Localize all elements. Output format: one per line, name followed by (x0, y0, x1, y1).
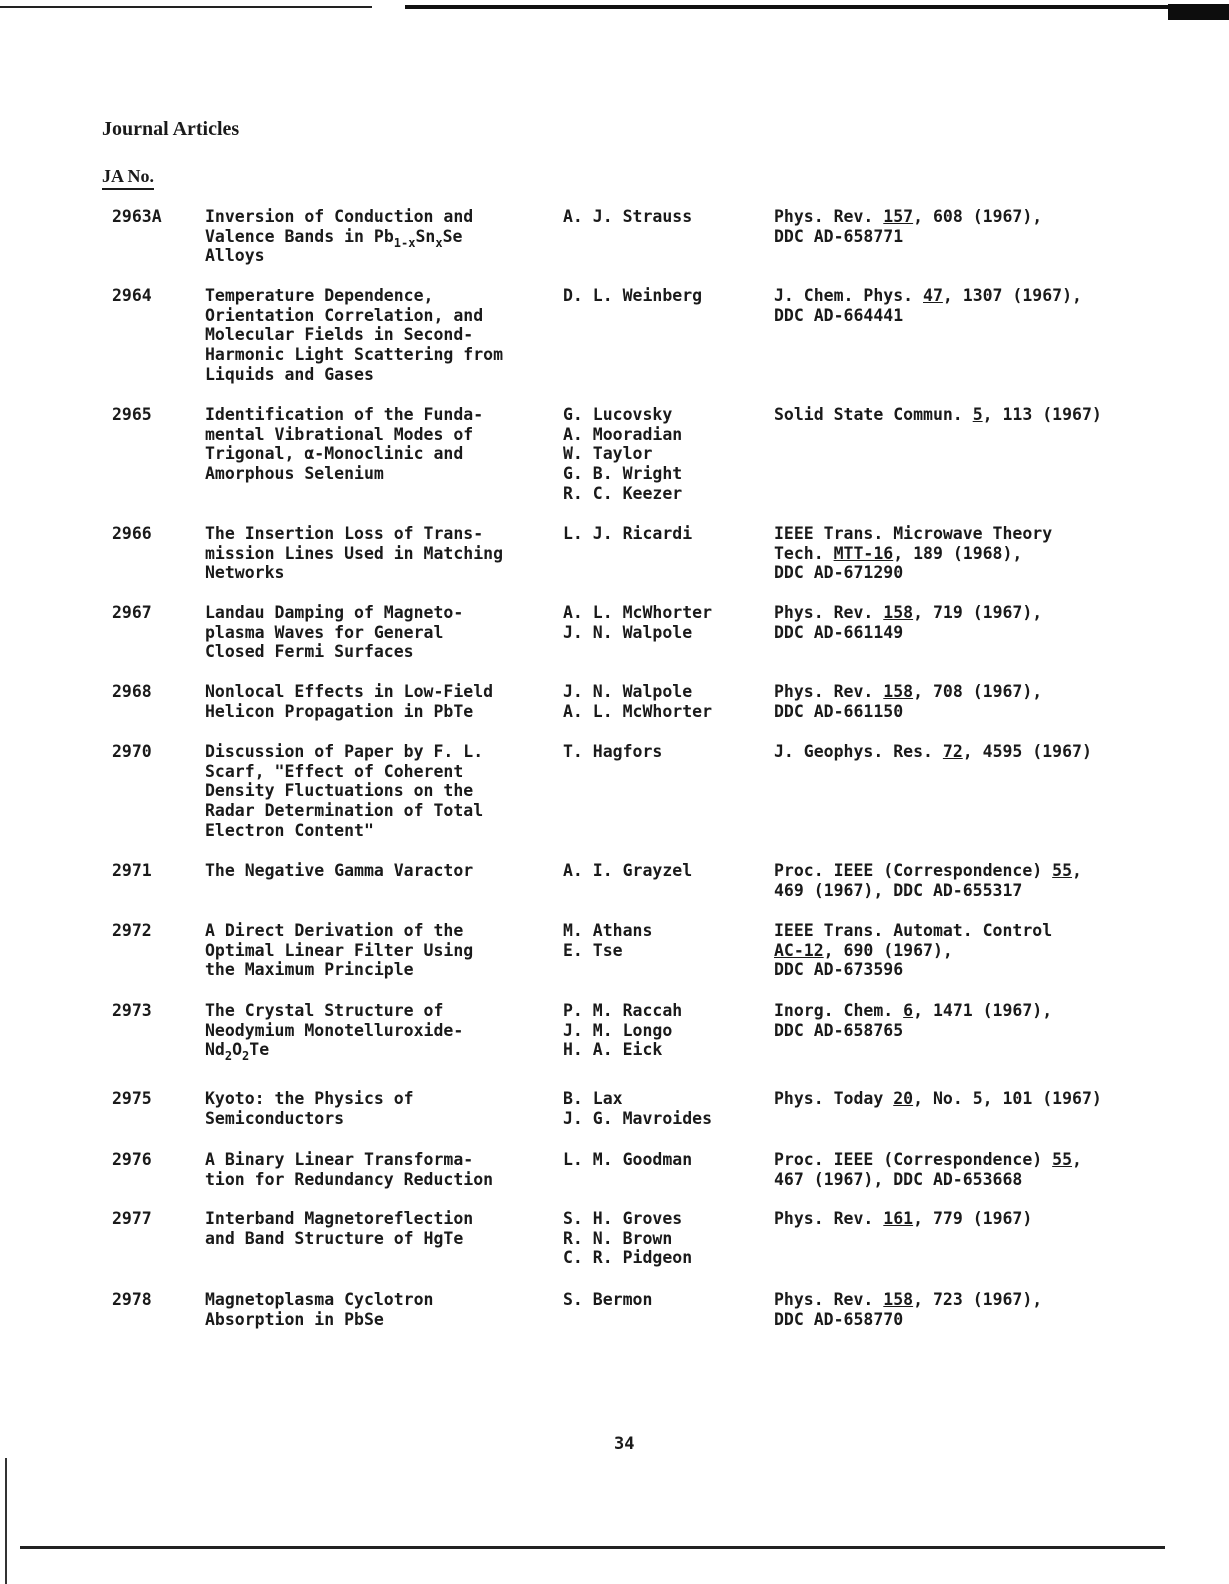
article-authors (563, 524, 692, 544)
reference-line: DDC AD-658771 (774, 226, 904, 246)
article-title (205, 405, 483, 484)
reference-line: Phys. Rev. 158, 719 (1967), (774, 603, 1043, 622)
article-title-line: Helicon Propagation in PbTe (205, 701, 474, 721)
reference-line: J. Geophys. Res. 72, 4595 (1967) (774, 742, 1092, 761)
ja-number: 2972 (112, 921, 152, 940)
volume-number: 6 (903, 1001, 914, 1020)
volume-number: 158 (883, 603, 914, 622)
section-title: Journal Articles (102, 118, 240, 140)
reference-line: 467 (1967), DDC AD-653668 (774, 1169, 1023, 1189)
journal-reference (774, 1290, 1042, 1329)
reference-line: Proc. IEEE (Correspondence) 55, (774, 861, 1082, 880)
reference-line: Phys. Rev. 158, 723 (1967), (774, 1290, 1043, 1309)
author-name: S. H. Groves (563, 1209, 683, 1228)
article-title-line: Closed Fermi Surfaces (205, 642, 414, 662)
ja-number: 2971 (112, 861, 152, 880)
article-title (205, 682, 493, 721)
article-title-line: Harmonic Light Scattering from (205, 345, 504, 365)
reference-line: DDC AD-661150 (774, 701, 904, 721)
journal-reference (774, 1209, 1032, 1229)
article-title-line: Orientation Correlation, and (205, 305, 484, 325)
article-title (205, 1290, 433, 1329)
article-authors (563, 921, 652, 960)
volume-number: 72 (942, 742, 963, 761)
author-name: T. Hagfors (563, 742, 663, 761)
author-name: L. J. Ricardi (563, 524, 693, 543)
ja-number: 2967 (112, 603, 152, 622)
reference-line: AC-12, 690 (1967), (774, 940, 953, 960)
author-name: R. N. Brown (563, 1228, 673, 1248)
ja-number: 2977 (112, 1209, 152, 1228)
article-title-line: Nonlocal Effects in Low-Field (205, 682, 494, 701)
ja-number: 2965 (112, 405, 152, 424)
reference-line: DDC AD-658770 (774, 1309, 904, 1329)
scan-border-top-right (405, 5, 1175, 9)
article-title (205, 861, 473, 881)
reference-line: Proc. IEEE (Correspondence) 55, (774, 1150, 1082, 1169)
journal-reference (774, 405, 1102, 425)
article-title-line: Discussion of Paper by F. L. (205, 742, 484, 761)
article-authors (563, 1290, 652, 1310)
article-title (205, 1001, 464, 1064)
article-title-line: The Insertion Loss of Trans- (205, 524, 484, 543)
ja-number: 2978 (112, 1290, 152, 1309)
ja-number: 2973 (112, 1001, 152, 1020)
article-title (205, 603, 463, 662)
volume-number: 55 (1052, 861, 1073, 880)
article-title (205, 207, 473, 266)
author-name: B. Lax (563, 1089, 623, 1108)
volume-number: AC-12 (774, 940, 824, 960)
article-title-line: A Direct Derivation of the (205, 921, 464, 940)
volume-number: 20 (893, 1089, 914, 1108)
article-title (205, 1089, 414, 1128)
article-title-line: Radar Determination of Total (205, 801, 484, 821)
author-name: G. B. Wright (563, 464, 683, 484)
author-name: P. M. Raccah (563, 1001, 683, 1020)
author-name: D. L. Weinberg (563, 286, 703, 305)
article-title (205, 921, 473, 980)
article-title-line: Electron Content" (205, 820, 374, 840)
article-title (205, 742, 483, 841)
article-title-line: Kyoto: the Physics of (205, 1089, 414, 1108)
reference-line: Phys. Today 20, No. 5, 101 (1967) (774, 1089, 1102, 1108)
article-title-line: Trigonal, α-Monoclinic and (205, 444, 464, 464)
article-title-line: Molecular Fields in Second- (205, 325, 474, 345)
article-authors (563, 1001, 682, 1060)
article-title-line: Inversion of Conduction and (205, 207, 474, 226)
article-title-line: tion for Redundancy Reduction (205, 1169, 494, 1189)
journal-reference (774, 1150, 1082, 1189)
article-authors (563, 682, 712, 721)
article-title-line: and Band Structure of HgTe (205, 1228, 464, 1248)
reference-line: Tech. MTT-16, 189 (1968), (774, 543, 1023, 563)
article-title (205, 286, 503, 385)
author-name: W. Taylor (563, 444, 653, 464)
author-name: A. L. McWhorter (563, 701, 713, 721)
article-authors (563, 286, 702, 306)
article-title-line: A Binary Linear Transforma- (205, 1150, 474, 1169)
volume-number: 5 (972, 405, 983, 424)
ja-number: 2968 (112, 682, 152, 701)
article-title-line: Identification of the Funda- (205, 405, 484, 424)
article-authors (563, 1089, 712, 1128)
reference-line: Inorg. Chem. 6, 1471 (1967), (774, 1001, 1053, 1020)
ja-number: 2963A (112, 207, 162, 226)
reference-line: DDC AD-661149 (774, 622, 904, 642)
reference-line: J. Chem. Phys. 47, 1307 (1967), (774, 286, 1082, 305)
author-name: S. Bermon (563, 1290, 653, 1309)
journal-reference (774, 682, 1042, 721)
author-name: A. J. Strauss (563, 207, 693, 226)
author-name: L. M. Goodman (563, 1150, 693, 1169)
article-title-line: Interband Magnetoreflection (205, 1209, 474, 1228)
reference-line: 469 (1967), DDC AD-655317 (774, 880, 1023, 900)
author-name: C. R. Pidgeon (563, 1248, 693, 1268)
author-name: M. Athans (563, 921, 653, 940)
article-title-line: Liquids and Gases (205, 364, 374, 384)
reference-line: IEEE Trans. Microwave Theory (774, 524, 1053, 543)
reference-line: DDC AD-664441 (774, 305, 904, 325)
article-authors (563, 207, 692, 227)
article-title-line: Alloys (205, 246, 265, 266)
scan-border-top-left (0, 6, 372, 8)
article-title-line: Absorption in PbSe (205, 1309, 384, 1329)
author-name: A. I. Grayzel (563, 861, 693, 880)
article-title-line: Magnetoplasma Cyclotron (205, 1290, 434, 1309)
reference-line: Solid State Commun. 5, 113 (1967) (774, 405, 1102, 424)
volume-number: 55 (1052, 1150, 1073, 1169)
article-title-line: Amorphous Selenium (205, 464, 384, 484)
reference-line: Phys. Rev. 157, 608 (1967), (774, 207, 1043, 226)
volume-number: 47 (923, 286, 943, 305)
article-authors (563, 603, 712, 642)
article-title-line: mental Vibrational Modes of (205, 424, 474, 444)
author-name: J. N. Walpole (563, 682, 693, 701)
author-name: G. Lucovsky (563, 405, 673, 424)
article-authors (563, 861, 692, 881)
reference-line: Phys. Rev. 158, 708 (1967), (774, 682, 1043, 701)
journal-reference (774, 286, 1082, 325)
author-name: R. C. Keezer (563, 483, 683, 503)
volume-number: 157 (883, 207, 914, 226)
volume-number: MTT-16 (833, 543, 894, 563)
journal-reference (774, 921, 1052, 980)
scan-border-left (5, 1458, 7, 1584)
article-title-line: mission Lines Used in Matching (205, 543, 504, 563)
article-title-line: Semiconductors (205, 1108, 345, 1128)
article-title-line: Density Fluctuations on the (205, 781, 474, 801)
article-title-line: $Nd_2O_2Te$ (205, 1040, 270, 1064)
article-authors (563, 742, 662, 762)
journal-reference (774, 524, 1052, 583)
reference-line: Phys. Rev. 161, 779 (1967) (774, 1209, 1033, 1228)
author-name: A. L. McWhorter (563, 603, 713, 622)
ja-number: 2964 (112, 286, 152, 305)
journal-reference (774, 1089, 1102, 1109)
journal-reference (774, 207, 1042, 246)
article-title-line: The Crystal Structure of (205, 1001, 444, 1020)
author-name: H. A. Eick (563, 1040, 663, 1060)
article-title-line: plasma Waves for General (205, 622, 444, 642)
journal-reference (774, 1001, 1052, 1040)
article-authors (563, 405, 682, 504)
article-title-line: Scarf, "Effect of Coherent (205, 761, 464, 781)
reference-line: DDC AD-671290 (774, 563, 904, 583)
article-title-line: The Negative Gamma Varactor (205, 861, 474, 880)
journal-reference (774, 742, 1092, 762)
ja-number: 2966 (112, 524, 152, 543)
ja-number: 2976 (112, 1150, 152, 1169)
volume-number: 161 (883, 1209, 914, 1228)
scan-corner-mark (1168, 4, 1229, 20)
volume-number: 158 (883, 1290, 914, 1309)
reference-line: DDC AD-658765 (774, 1020, 904, 1040)
article-title-line: Landau Damping of Magneto- (205, 603, 464, 622)
article-title (205, 524, 503, 583)
article-title-line: Networks (205, 563, 285, 583)
author-name: J. M. Longo (563, 1020, 673, 1040)
reference-line: IEEE Trans. Automat. Control (774, 921, 1053, 940)
article-title (205, 1209, 473, 1248)
ja-number: 2970 (112, 742, 152, 761)
ja-number: 2975 (112, 1089, 152, 1108)
article-title-line: Optimal Linear Filter Using (205, 940, 474, 960)
reference-line: DDC AD-673596 (774, 960, 904, 980)
article-title (205, 1150, 493, 1189)
page-number: 34 (614, 1434, 635, 1454)
volume-number: 158 (883, 682, 914, 701)
author-name: J. G. Mavroides (563, 1108, 713, 1128)
article-title-line: the Maximum Principle (205, 960, 414, 980)
journal-reference (774, 861, 1082, 900)
article-title-line: Neodymium Monotelluroxide- (205, 1020, 464, 1040)
article-authors (563, 1150, 692, 1170)
article-title-line: Temperature Dependence, (205, 286, 434, 305)
journal-reference (774, 603, 1042, 642)
article-authors (563, 1209, 692, 1268)
author-name: E. Tse (563, 940, 623, 960)
author-name: A. Mooradian (563, 424, 683, 444)
ja-number-column-header: JA No. (102, 166, 154, 190)
article-title-line: Valence Bands in $Pb_{1-x}Sn_xSe$ (205, 226, 463, 250)
scan-border-bottom (20, 1546, 1165, 1549)
author-name: J. N. Walpole (563, 622, 693, 642)
